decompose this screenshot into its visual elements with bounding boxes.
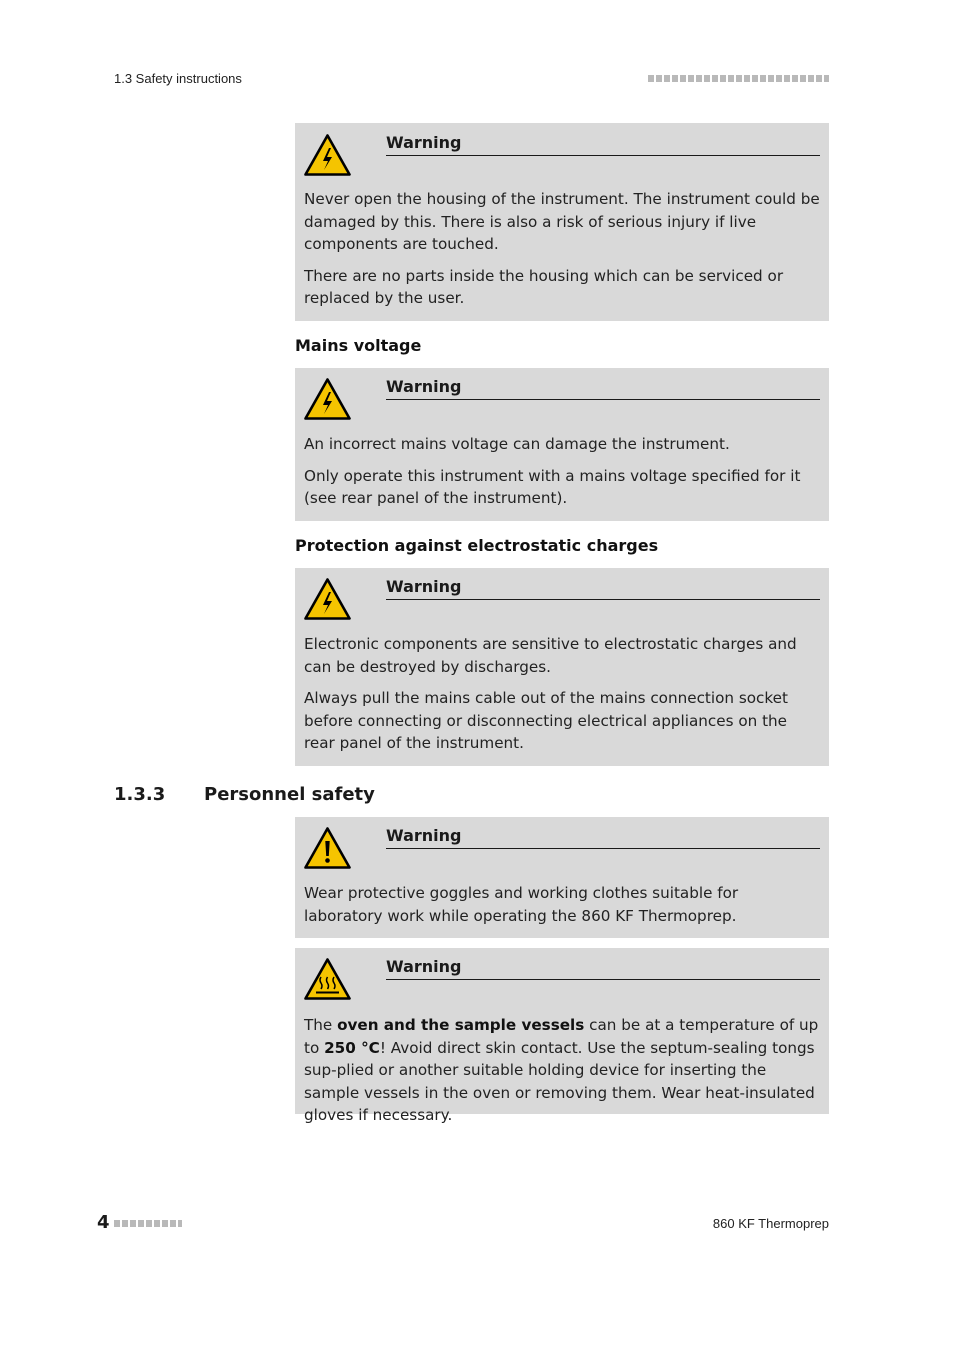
page-number: 4 [97, 1212, 110, 1233]
warning-text: Always pull the mains cable out of the mains connection socket before connecting or disconnecting electrical appliances on the rear panel of the instrument. [304, 689, 788, 753]
electrostatic-heading: Protection against electrostatic charges [295, 536, 659, 555]
section-number: 1.3.3 [114, 784, 166, 805]
warning-text: The oven and the sample vessels can be at a temperature of up to 250 °C! Avoid direct skin contact. Use the septum-sealing tongs sup-plied or another suitable holding device for inserting the sample vessels in the oven or removing them. Wear heat-insulated gloves if necessary. [304, 1016, 819, 1125]
warning-text: Never open the housing of the instrument. The instrument could be damaged by this. There is also a risk of serious injury if live components are touched. [304, 190, 820, 254]
warning-box-protective-goggles [295, 817, 829, 938]
warning-box-mains-voltage [295, 368, 829, 521]
section-title: Personnel safety [204, 784, 375, 805]
emphasis-temperature: 250 °C [324, 1038, 380, 1057]
hot-surface-icon [304, 958, 351, 1000]
footer-dot-pattern [114, 1220, 182, 1227]
exclamation-warning-icon [304, 827, 351, 869]
warning-text: Electronic components are sensitive to electrostatic charges and can be destroyed by discharges. [304, 635, 797, 676]
header-dot-pattern [648, 75, 829, 82]
high-voltage-icon [304, 134, 351, 176]
warning-title: Warning [386, 377, 820, 400]
warning-text: Wear protective goggles and working clothes suitable for laboratory work while operating the 860 KF Thermoprep. [304, 884, 739, 925]
footer-product-name: 860 KF Thermoprep [712, 1216, 829, 1231]
warning-title: Warning [386, 826, 820, 849]
warning-title: Warning [386, 957, 820, 980]
running-header: 1.3 Safety instructions [114, 71, 242, 86]
warning-text: Only operate this instrument with a mains voltage specified for it (see rear panel of the instrument). [304, 466, 801, 508]
warning-text: There are no parts inside the housing which can be serviced or replaced by the user. [304, 266, 784, 308]
high-voltage-icon [304, 378, 351, 420]
high-voltage-icon [304, 578, 351, 620]
emphasis-oven-vessels: oven and the sample vessels [337, 1016, 585, 1034]
warning-box-housing [295, 123, 829, 321]
warning-box-hot-surface [295, 948, 829, 1125]
warning-title: Warning [386, 577, 820, 600]
warning-box-electrostatic [295, 568, 829, 766]
mains-voltage-heading: Mains voltage [295, 336, 422, 355]
warning-text: An incorrect mains voltage can damage the instrument. [304, 435, 730, 453]
warning-title: Warning [386, 133, 820, 156]
